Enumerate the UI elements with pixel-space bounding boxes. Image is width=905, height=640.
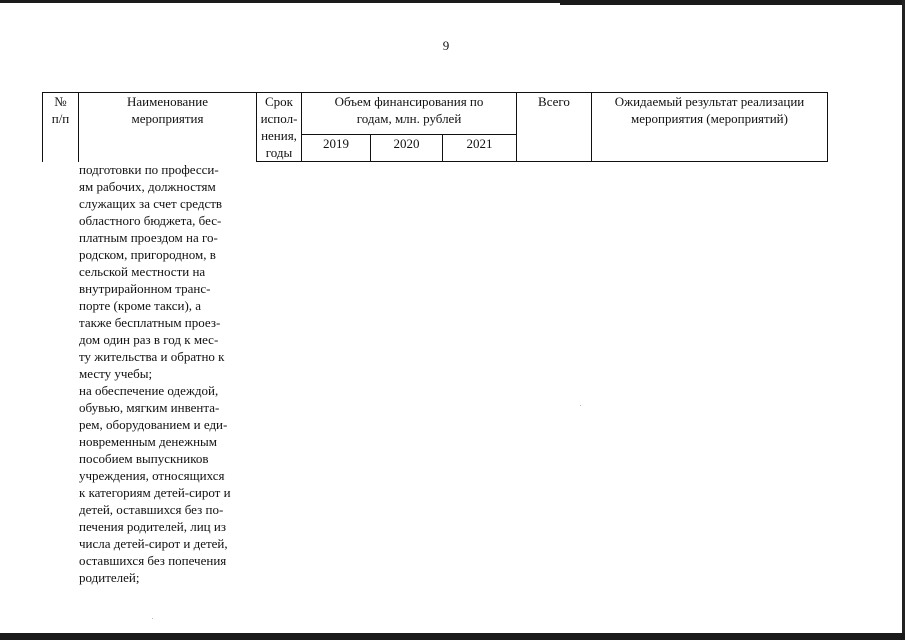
scan-bottom-edge xyxy=(0,633,905,640)
header-year-2021: 2021 xyxy=(443,135,517,162)
scan-speck xyxy=(580,405,581,406)
text-line: также бесплатным проез- xyxy=(79,315,221,330)
header-result-line2: мероприятия (мероприятий) xyxy=(631,111,788,126)
header-cell-result xyxy=(592,93,828,162)
header-name-line1: Наименование xyxy=(127,94,208,109)
text-line: рем, оборудованием и еди- xyxy=(79,417,228,432)
text-line: платным проездом на го- xyxy=(79,230,218,245)
text-line: внутрирайонном транс- xyxy=(79,281,211,296)
header-cell-name xyxy=(79,93,257,162)
text-line: ту жительства и обратно к xyxy=(79,349,225,364)
header-term-line3: нения, xyxy=(261,128,297,143)
measure-description xyxy=(79,161,252,586)
text-line: подготовки по професси- xyxy=(79,162,219,177)
header-term-line1: Срок xyxy=(265,94,293,109)
scan-top-edge-thick xyxy=(560,0,905,5)
header-term-line4: годы xyxy=(265,145,293,160)
header-name-line2: мероприятия xyxy=(131,111,204,126)
header-year-2020: 2020 xyxy=(371,135,443,162)
header-cell-term xyxy=(257,93,302,162)
text-line: пособием выпускников xyxy=(79,451,209,466)
text-line: месту учебы; xyxy=(79,366,153,381)
header-cell-total xyxy=(517,93,592,162)
header-funding-line2: годам, млн. рублей xyxy=(356,111,462,126)
text-line: новременным денежным xyxy=(79,434,217,449)
text-line: оставшихся без попечения xyxy=(79,553,227,568)
header-number-line2: п/п xyxy=(51,111,70,126)
text-line: ям рабочих, должностям xyxy=(79,179,216,194)
text-line: на обеспечение одеждой, xyxy=(79,383,219,398)
text-line: родском, пригородном, в xyxy=(79,247,216,262)
text-line: порте (кроме такси), а xyxy=(79,298,202,313)
text-line: учреждения, относящихся xyxy=(79,468,225,483)
header-year-2019: 2019 xyxy=(302,135,371,162)
header-cell-number xyxy=(43,93,79,162)
text-line: служащих за счет средств xyxy=(79,196,223,211)
text-line: к категориям детей-сирот и xyxy=(79,485,231,500)
text-line: детей, оставшихся без по- xyxy=(79,502,224,517)
table-header xyxy=(42,92,828,162)
text-line: сельской местности на xyxy=(79,264,206,279)
text-line: числа детей-сирот и детей, xyxy=(79,536,228,551)
page-number: 9 xyxy=(442,38,450,53)
text-line: обувью, мягким инвента- xyxy=(79,400,220,415)
header-number-line1: № xyxy=(54,94,67,109)
header-total: Всего xyxy=(538,94,570,109)
header-result-line1: Ожидаемый результат реализации xyxy=(614,94,805,109)
header-cell-funding xyxy=(302,93,517,135)
text-line: дом один раз в год к мес- xyxy=(79,332,219,347)
text-line: печения родителей, лиц из xyxy=(79,519,226,534)
text-line: областного бюджета, бес- xyxy=(79,213,222,228)
header-term-line2: испол- xyxy=(260,111,298,126)
header-funding-line1: Объем финансирования по xyxy=(334,94,484,109)
scan-speck xyxy=(152,618,153,619)
text-line: родителей; xyxy=(79,570,140,585)
